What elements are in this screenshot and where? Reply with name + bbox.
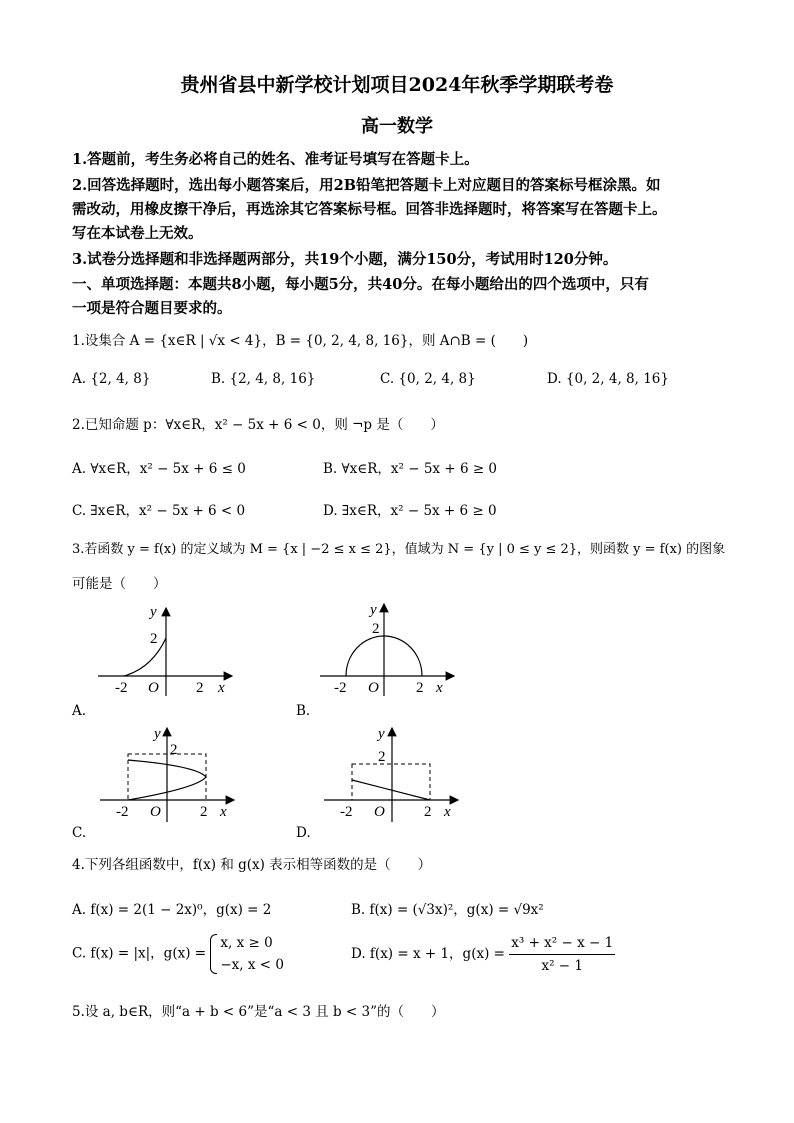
q3-label-c: C. — [72, 825, 87, 841]
instruction-3: 3.试卷分选择题和非选择题两部分，共19个小题，满分150分，考试用时120分钟。 — [72, 251, 618, 268]
x-tick-2: 2 — [416, 680, 424, 696]
exam-subtitle: 高一数学 — [361, 116, 433, 137]
y-label: y — [150, 604, 157, 620]
piecewise-case-2: −x, x < 0 — [220, 957, 284, 973]
q3-graph-c — [92, 722, 242, 826]
q2-stem: 2.已知命题 p：∀x∈R，x² − 5x + 6 < 0，则 ¬p 是（ ） — [72, 417, 444, 433]
x-label: x — [218, 680, 225, 696]
instruction-2b: 需改动，用橡皮擦干净后，再选涂其它答案标号框。回答非选择题时，将答案写在答题卡上。 — [72, 201, 667, 218]
q1-option-d: D. {0, 2, 4, 8, 16} — [547, 371, 669, 387]
y-label: y — [154, 726, 161, 742]
range-box — [352, 764, 430, 800]
q4-option-d-prefix: D. f(x) = x + 1，g(x) = — [351, 946, 505, 962]
origin-label: O — [368, 680, 379, 696]
y-tick-2: 2 — [150, 631, 158, 647]
q4-option-c — [72, 932, 284, 976]
q3-graph-d — [316, 722, 466, 826]
q3-stem-line2: 可能是（ ） — [72, 576, 167, 592]
q4-stem: 4.下列各组函数中，f(x) 和 g(x) 表示相等函数的是（ ） — [72, 857, 432, 873]
q3-graph-b — [312, 600, 462, 700]
piecewise-case-1: x, x ≥ 0 — [220, 935, 273, 951]
section-heading-line2: 一项是符合题目要求的。 — [72, 300, 232, 317]
function-curve — [124, 638, 166, 676]
section-heading-line1: 一、单项选择题：本题共8小题，每小题5分，共40分。在每小题给出的四个选项中，只有 — [72, 276, 649, 293]
x-label: x — [220, 804, 227, 820]
function-line — [352, 780, 430, 800]
q1-option-a: A. {2, 4, 8} — [72, 371, 151, 387]
q3-label-a: A. — [72, 703, 87, 719]
origin-label: O — [148, 680, 159, 696]
x-label: x — [444, 804, 451, 820]
q2-option-b: B. ∀x∈R，x² − 5x + 6 ≥ 0 — [323, 461, 498, 477]
y-label: y — [370, 602, 377, 618]
q2-option-d: D. ∃x∈R，x² − 5x + 6 ≥ 0 — [323, 503, 497, 519]
x-tick-neg2: -2 — [115, 680, 128, 696]
y-tick-2: 2 — [170, 742, 178, 758]
piecewise-brace — [210, 932, 284, 976]
instruction-2c: 写在本试卷上无效。 — [72, 225, 203, 242]
q1-option-c: C. {0, 2, 4, 8} — [380, 371, 476, 387]
q3-label-b: B. — [296, 703, 311, 719]
q3-stem-line1: 3.若函数 y = f(x) 的定义域为 M = {x | −2 ≤ x ≤ 2}，值域为 N = {y | 0 ≤ y ≤ 2}，则函数 y = f(x) 的图象 — [72, 542, 726, 557]
q4-option-c-prefix: C. f(x) = |x|，g(x) = — [72, 945, 207, 962]
q1-stem: 1.设集合 A = {x∈R | √x < 4}，B = {0, 2, 4, 8, 16}，则 A∩B = ( ) — [72, 333, 529, 349]
fraction-numerator: x³ + x² − x − 1 — [509, 932, 615, 955]
origin-label: O — [374, 804, 385, 820]
q2-option-c: C. ∃x∈R，x² − 5x + 6 < 0 — [72, 503, 246, 519]
fraction — [509, 932, 615, 977]
exam-title: 贵州省县中新学校计划项目2024年秋季学期联考卷 — [180, 74, 614, 96]
x-tick-neg2: -2 — [116, 804, 129, 820]
x-tick-neg2: -2 — [340, 804, 353, 820]
q2-option-a: A. ∀x∈R，x² − 5x + 6 ≤ 0 — [72, 461, 246, 477]
q5-stem: 5.设 a, b∈R，则“a + b < 6”是“a < 3 且 b < 3”的（ ） — [72, 1004, 445, 1020]
q3-graph-a — [90, 600, 240, 700]
q4-option-d — [351, 932, 615, 977]
q1-option-b: B. {2, 4, 8, 16} — [211, 371, 316, 387]
y-tick-2: 2 — [372, 621, 380, 637]
y-label: y — [378, 726, 385, 742]
instruction-1: 1.答题前，考生务必将自己的姓名、准考证号填写在答题卡上。 — [72, 151, 479, 168]
origin-label: O — [150, 804, 161, 820]
x-tick-2: 2 — [424, 804, 432, 820]
x-tick-2: 2 — [196, 680, 204, 696]
x-tick-2: 2 — [200, 804, 208, 820]
fraction-denominator: x² − 1 — [541, 958, 583, 974]
x-label: x — [436, 680, 443, 696]
q4-option-a: A. f(x) = 2(1 − 2x)⁰，g(x) = 2 — [72, 902, 272, 918]
q4-option-b: B. f(x) = (√3x)²，g(x) = √9x² — [351, 902, 544, 918]
y-tick-2: 2 — [378, 749, 386, 765]
q3-label-d: D. — [296, 825, 311, 841]
x-tick-neg2: -2 — [334, 680, 347, 696]
instruction-2a: 2.回答选择题时，选出每小题答案后，用2B铅笔把答题卡上对应题目的答案标号框涂黑。如 — [72, 177, 661, 194]
